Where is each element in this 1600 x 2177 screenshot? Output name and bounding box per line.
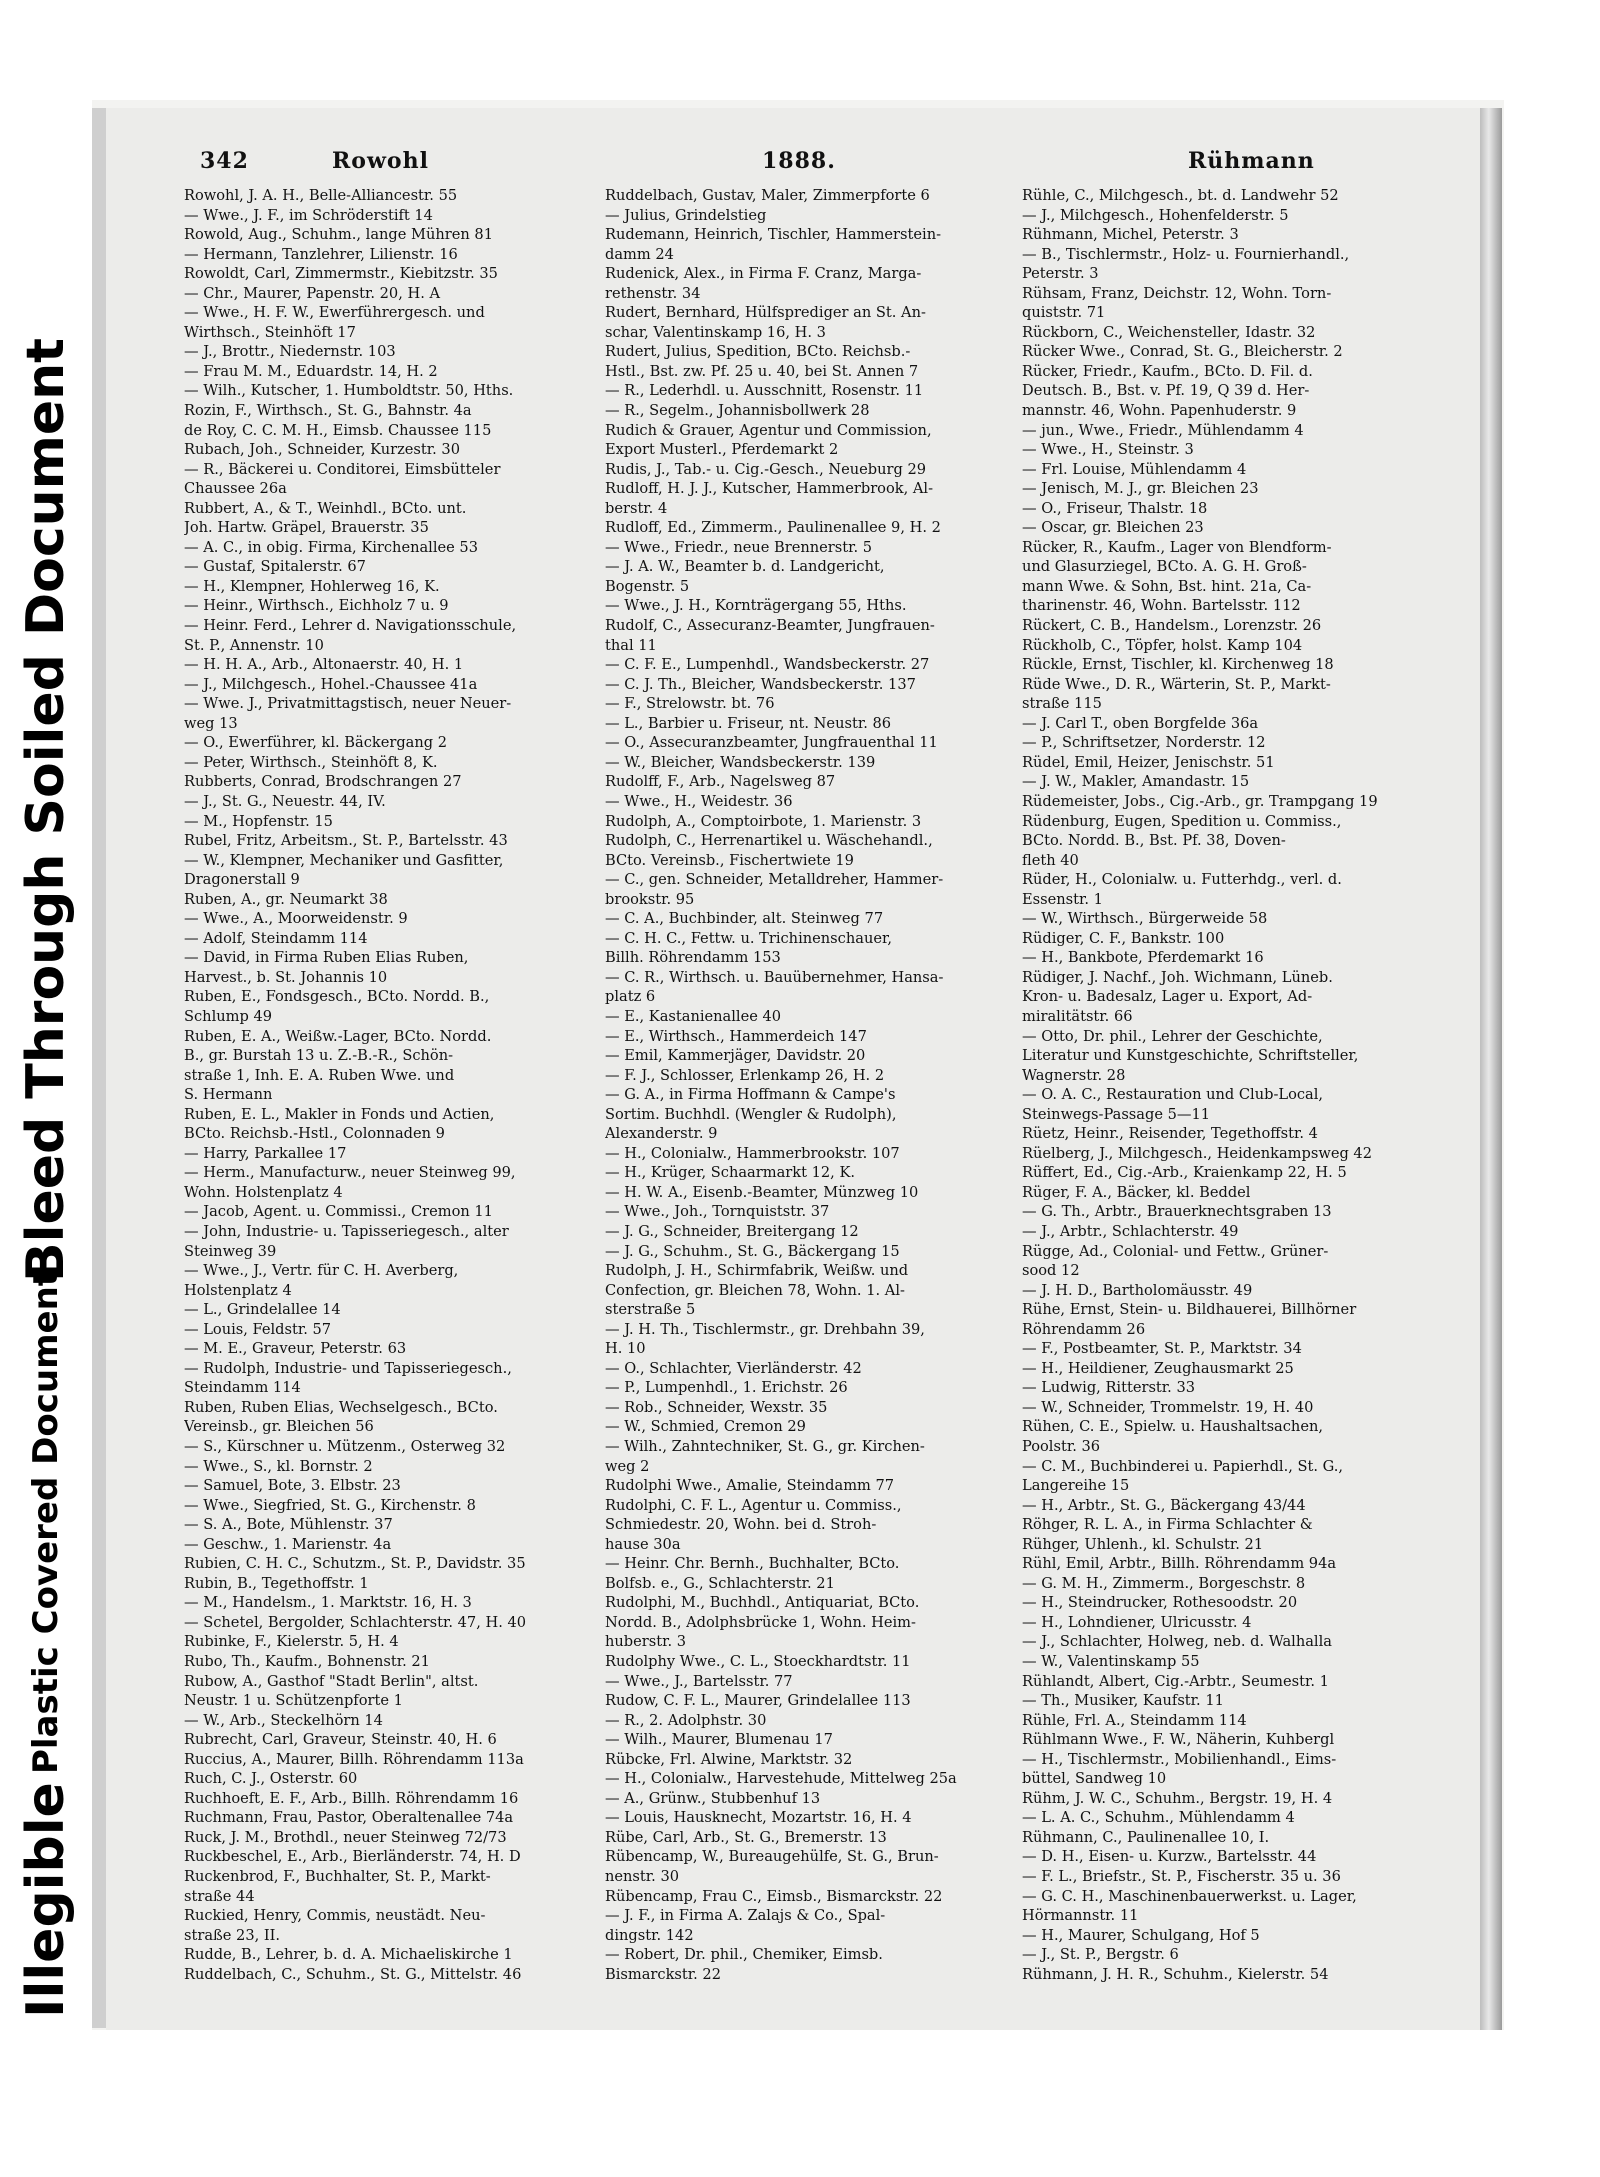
directory-entry-line: Neustr. 1 u. Schützenpforte 1 (184, 1692, 403, 1710)
directory-entry-line: Rozin, F., Wirthsch., St. G., Bahnstr. 4a (184, 402, 472, 420)
directory-entry-line: Sortim. Buchhdl. (Wengler & Rudolph), (605, 1105, 897, 1123)
directory-entry-line: Rudloff, H. J. J., Kutscher, Hammerbrook, Al- (605, 480, 934, 498)
directory-entry-line: — Wwe., S., kl. Bornstr. 2 (184, 1457, 373, 1475)
directory-entry-line: straße 44 (184, 1887, 255, 1905)
directory-entry-line: — H., Klempner, Hohlerweg 16, K. (184, 577, 440, 595)
directory-entry-line: Rühmann, C., Paulinenallee 10, I. (1022, 1828, 1270, 1846)
directory-entry-line: — C. J. Th., Bleicher, Wandsbeckerstr. 137 (605, 675, 916, 693)
directory-entry-line: — W., Bleicher, Wandsbeckerstr. 139 (605, 753, 876, 771)
directory-entry-line: — Adolf, Steindamm 114 (184, 929, 368, 947)
directory-entry-line: — Wwe., J. H., Kornträgergang 55, Hths. (605, 597, 907, 615)
directory-entry-line: — J., Arbtr., Schlachterstr. 49 (1022, 1222, 1239, 1240)
directory-entry-line: Rudolphi Wwe., Amalie, Steindamm 77 (605, 1477, 895, 1495)
directory-entry-line: Rubinke, F., Kielerstr. 5, H. 4 (184, 1633, 399, 1651)
directory-entry-line: platz 6 (605, 988, 656, 1006)
directory-entry-line: — C. A., Buchbinder, alt. Steinweg 77 (605, 910, 884, 928)
directory-entry-line: Harvest., b. St. Johannis 10 (184, 968, 388, 986)
directory-entry-line: — A., Grünw., Stubbenhuf 13 (605, 1789, 821, 1807)
directory-entry-line: — H., Maurer, Schulgang, Hof 5 (1022, 1926, 1260, 1944)
directory-entry-line: Bolfsb. e., G., Schlachterstr. 21 (605, 1574, 835, 1592)
directory-entry-line: Vereinsb., gr. Bleichen 56 (184, 1418, 374, 1436)
directory-column-3 (1022, 186, 1430, 1984)
directory-entry-line: Rühmann, J. H. R., Schuhm., Kielerstr. 54 (1022, 1965, 1329, 1983)
directory-entry-line: — F., Strelowstr. bt. 76 (605, 695, 775, 713)
directory-entry-line: Ruddelbach, Gustav, Maler, Zimmerpforte 6 (605, 187, 930, 204)
directory-entry-line: — J. Carl T., oben Borgfelde 36a (1022, 714, 1259, 732)
directory-entry-line: Rüder, H., Colonialw. u. Futterhdg., verl. d. (1022, 871, 1342, 889)
directory-entry-line: Rühe, Ernst, Stein- u. Bildhauerei, Billhörner (1022, 1301, 1357, 1319)
directory-entry-line: — Wwe., J., Bartelsstr. 77 (605, 1672, 793, 1690)
directory-entry-line: Rüdiger, C. F., Bankstr. 100 (1022, 929, 1225, 947)
directory-entry-line: Ruchhoeft, E. F., Arb., Billh. Röhrendamm 16 (184, 1789, 519, 1807)
directory-entry-line: Rubow, A., Gasthof "Stadt Berlin", altst. (184, 1672, 479, 1690)
directory-entry-line: — R., Bäckerei u. Conditorei, Eimsbütteler (184, 460, 501, 478)
directory-entry-line: Ruben, E. L., Makler in Fonds und Actien, (184, 1105, 495, 1123)
directory-entry-line: Rüger, F. A., Bäcker, kl. Beddel (1022, 1183, 1251, 1201)
directory-entry-line: Steinweg 39 (184, 1242, 277, 1260)
directory-entry-line: Wagnerstr. 28 (1022, 1066, 1126, 1084)
directory-entry-line: — G. M. H., Zimmerm., Borgeschstr. 8 (1022, 1574, 1306, 1592)
directory-entry-line: Ruben, A., gr. Neumarkt 38 (184, 890, 388, 908)
directory-entry-line: — Emil, Kammerjäger, Davidstr. 20 (605, 1047, 866, 1065)
directory-entry-line: Rübcke, Frl. Alwine, Marktstr. 32 (605, 1750, 853, 1768)
directory-entry-line: schar, Valentinskamp 16, H. 3 (605, 323, 826, 341)
directory-entry-line: — David, in Firma Ruben Elias Ruben, (184, 949, 469, 967)
directory-entry-line: Schmiedestr. 20, Wohn. bei d. Stroh- (605, 1516, 877, 1534)
directory-entry-line: — M., Hopfenstr. 15 (184, 812, 333, 830)
directory-entry-line: Rudolph, C., Herrenartikel u. Wäschehandl., (605, 832, 933, 850)
directory-entry-line: — L., Grindelallee 14 (184, 1301, 341, 1319)
directory-entry-line: — Harry, Parkallee 17 (184, 1144, 347, 1162)
directory-entry-line: Deutsch. B., Bst. v. Pf. 19, Q 39 d. Her- (1022, 382, 1310, 400)
directory-entry-line: — Louis, Feldstr. 57 (184, 1320, 332, 1338)
directory-entry-line: Rudolphi, C. F. L., Agentur u. Commiss., (605, 1496, 902, 1514)
directory-entry-line: — H., Krüger, Schaarmarkt 12, K. (605, 1164, 855, 1182)
directory-entry-line: — W., Klempner, Mechaniker und Gasfitter, (184, 851, 504, 869)
directory-entry-line: — Wwe., Siegfried, St. G., Kirchenstr. 8 (184, 1496, 476, 1514)
directory-entry-line: Rühlmann Wwe., F. W., Näherin, Kuhbergl (1022, 1731, 1335, 1749)
directory-entry-line: — Heinr. Chr. Bernh., Buchhalter, BCto. (605, 1555, 900, 1573)
directory-entry-line: Ruckied, Henry, Commis, neustädt. Neu- (184, 1907, 486, 1925)
directory-entry-line: Rückborn, C., Weichensteller, Idastr. 32 (1022, 323, 1316, 341)
directory-entry-line: — J. G., Schuhm., St. G., Bäckergang 15 (605, 1242, 900, 1260)
directory-entry-line: Confection, gr. Bleichen 78, Wohn. 1. Al- (605, 1281, 905, 1299)
directory-entry-line: Rubach, Joh., Schneider, Kurzestr. 30 (184, 441, 460, 459)
directory-entry-line: — J. G., Schneider, Breitergang 12 (605, 1222, 859, 1240)
directory-entry-line: — Ludwig, Ritterstr. 33 (1022, 1379, 1196, 1397)
directory-entry-line: mann Wwe. & Sohn, Bst. hint. 21a, Ca- (1022, 577, 1312, 595)
directory-entry-line: — Gustaf, Spitalerstr. 67 (184, 558, 366, 576)
directory-entry-line: — C. M., Buchbinderei u. Papierhdl., St. G., (1022, 1457, 1344, 1475)
directory-entry-line: Ruckenbrod, F., Buchhalter, St. P., Markt- (184, 1868, 491, 1886)
directory-entry-line: Rübencamp, W., Bureaugehülfe, St. G., Brun- (605, 1848, 939, 1866)
directory-entry-line: Rühsam, Franz, Deichstr. 12, Wohn. Torn- (1022, 284, 1332, 302)
directory-entry-line: — J., St. P., Bergstr. 6 (1022, 1946, 1179, 1964)
directory-entry-line: Rowold, Aug., Schuhm., lange Mühren 81 (184, 226, 494, 244)
directory-entry-line: Rudolph, A., Comptoirbote, 1. Marienstr. 3 (605, 812, 922, 830)
directory-entry-line: — Julius, Grindelstieg (605, 206, 767, 224)
directory-entry-line: Rühen, C. E., Spielw. u. Haushaltsachen, (1022, 1418, 1324, 1436)
directory-entry-line: Rüdenburg, Eugen, Spedition u. Commiss., (1022, 812, 1342, 830)
directory-entry-line: berstr. 4 (605, 499, 668, 517)
directory-entry-line: — O., Ewerführer, kl. Bäckergang 2 (184, 734, 448, 752)
directory-entry-line: weg 2 (605, 1457, 650, 1475)
directory-entry-line: Rudich & Grauer, Agentur und Commission, (605, 421, 932, 439)
directory-entry-line: Rubberts, Conrad, Brodschrangen 27 (184, 773, 462, 791)
directory-entry-line: — F. L., Briefstr., St. P., Fischerstr. 35 u. 36 (1022, 1868, 1341, 1886)
directory-entry-line: — Rudolph, Industrie- und Tapisseriegesch., (184, 1359, 512, 1377)
directory-entry-line: — R., 2. Adolphstr. 30 (605, 1711, 767, 1729)
directory-entry-line: Chaussee 26a (184, 480, 287, 498)
directory-entry-line: mannstr. 46, Wohn. Papenhuderstr. 9 (1022, 402, 1297, 420)
label-bleed-through-soiled: Bleed Through Soiled Document (16, 337, 76, 1283)
directory-entry-line: — P., Schriftsetzer, Norderstr. 12 (1022, 734, 1266, 752)
directory-entry-line: — Heinr., Wirthsch., Eichholz 7 u. 9 (184, 597, 449, 615)
directory-entry-line: — J., Milchgesch., Hohel.-Chaussee 41a (184, 675, 478, 693)
label-illegible: Illegible (16, 1782, 76, 2018)
directory-entry-line: — F. J., Schlosser, Erlenkamp 26, H. 2 (605, 1066, 885, 1084)
directory-entry-line: Hörmannstr. 11 (1022, 1907, 1139, 1925)
directory-entry-line: — Louis, Hausknecht, Mozartstr. 16, H. 4 (605, 1809, 912, 1827)
directory-entry-line: — Chr., Maurer, Papenstr. 20, H. A (184, 284, 441, 302)
directory-entry-line: — P., Lumpenhdl., 1. Erichstr. 26 (605, 1379, 848, 1397)
directory-entry-line: Ruccius, A., Maurer, Billh. Röhrendamm 113a (184, 1750, 524, 1768)
directory-entry-line: — C. R., Wirthsch. u. Bauübernehmer, Hansa- (605, 968, 944, 986)
directory-entry-line: — Otto, Dr. phil., Lehrer der Geschichte, (1022, 1027, 1323, 1045)
directory-entry-line: Kron- u. Badesalz, Lager u. Export, Ad- (1022, 988, 1313, 1006)
directory-entry-line: — Wwe., H., Steinstr. 3 (1022, 441, 1194, 459)
directory-entry-line: Rüdemeister, Jobs., Cig.-Arb., gr. Trampgang 19 (1022, 792, 1378, 810)
directory-entry-line: — John, Industrie- u. Tapisseriegesch., alter (184, 1222, 509, 1240)
directory-entry-line: — J. H. D., Bartholomäusstr. 49 (1022, 1281, 1253, 1299)
directory-entry-line: Rüde Wwe., D. R., Wärterin, St. P., Markt- (1022, 675, 1331, 693)
directory-entry-line: — Wwe., Friedr., neue Brennerstr. 5 (605, 538, 873, 556)
directory-entry-line: Rudolphi, M., Buchhdl., Antiquariat, BCto. (605, 1594, 920, 1612)
directory-entry-line: — Hermann, Tanzlehrer, Lilienstr. 16 (184, 245, 458, 263)
directory-entry-line: — J., Milchgesch., Hohenfelderstr. 5 (1022, 206, 1289, 224)
page-header (200, 148, 1340, 180)
directory-entry-line: — H., Tischlermstr., Mobilienhandl., Eims- (1022, 1750, 1337, 1768)
directory-entry-line: Röhger, R. L. A., in Firma Schlachter & (1022, 1516, 1313, 1534)
directory-entry-line: — W., Schmied, Cremon 29 (605, 1418, 806, 1436)
directory-entry-line: Joh. Hartw. Gräpel, Brauerstr. 35 (184, 519, 429, 537)
directory-entry-line: brookstr. 95 (605, 890, 695, 908)
directory-entry-line: Rudolff, F., Arb., Nagelsweg 87 (605, 773, 836, 791)
directory-entry-line: — Frl. Louise, Mühlendamm 4 (1022, 460, 1247, 478)
directory-entry-line: Rückert, C. B., Handelsm., Lorenzstr. 26 (1022, 617, 1322, 635)
directory-entry-line: Ruchmann, Frau, Pastor, Oberaltenallee 74a (184, 1809, 514, 1827)
directory-entry-line: — J., St. G., Neuestr. 44, IV. (184, 792, 386, 810)
directory-entry-line: — J. F., in Firma A. Zalajs & Co., Spal- (605, 1907, 886, 1925)
directory-entry-line: — Schetel, Bergolder, Schlachterstr. 47, H. 40 (184, 1613, 527, 1631)
directory-entry-line: H. 10 (605, 1340, 646, 1358)
directory-entry-line: nenstr. 30 (605, 1868, 680, 1886)
directory-entry-line: Rückholb, C., Töpfer, holst. Kamp 104 (1022, 636, 1303, 654)
directory-entry-line: — Wwe. J., Privatmittagstisch, neuer Neuer- (184, 695, 512, 713)
directory-entry-line: — O., Friseur, Thalstr. 18 (1022, 499, 1208, 517)
directory-entry-line: — H. H. A., Arb., Altonaerstr. 40, H. 1 (184, 656, 464, 674)
directory-entry-line: — Wwe., J., Vertr. für C. H. Averberg, (184, 1262, 459, 1280)
directory-entry-line: — Wwe., J. F., im Schröderstift 14 (184, 206, 433, 224)
directory-entry-line: Rowohl, J. A. H., Belle-Alliancestr. 55 (184, 187, 458, 204)
directory-entry-line: B., gr. Burstah 13 u. Z.-B.-R., Schön- (184, 1047, 454, 1065)
directory-entry-line: Ruch, C. J., Osterstr. 60 (184, 1770, 358, 1788)
directory-entry-line: Hstl., Bst. zw. Pf. 25 u. 40, bei St. Annen 7 (605, 362, 919, 380)
directory-entry-line: miralitätstr. 66 (1022, 1007, 1133, 1025)
directory-entry-line: — C. F. E., Lumpenhdl., Wandsbeckerstr. 27 (605, 656, 930, 674)
directory-entry-line: sood 12 (1022, 1262, 1080, 1280)
directory-entry-line: — H., Bankbote, Pferdemarkt 16 (1022, 949, 1264, 967)
directory-entry-line: — J., Schlachter, Holweg, neb. d. Walhalla (1022, 1633, 1332, 1651)
directory-entry-line: Billh. Röhrendamm 153 (605, 949, 781, 967)
directory-entry-line: Rügge, Ad., Colonial- und Fettw., Grüner- (1022, 1242, 1329, 1260)
directory-entry-line: Rudloff, Ed., Zimmerm., Paulinenallee 9, H. 2 (605, 519, 941, 537)
label-plastic-covered: Plastic Covered Document (26, 1269, 66, 1775)
directory-entry-line: — Wwe., H., Weidestr. 36 (605, 792, 793, 810)
directory-entry-line: tharinenstr. 46, Wohn. Bartelsstr. 112 (1022, 597, 1301, 615)
header-year: 1888. (762, 148, 836, 174)
directory-entry-line: Peterstr. 3 (1022, 265, 1099, 283)
sidebar-label-strip (0, 0, 92, 2177)
directory-entry-line: Dragonerstall 9 (184, 871, 300, 889)
directory-entry-line: Rühle, Frl. A., Steindamm 114 (1022, 1711, 1247, 1729)
directory-entry-line: fleth 40 (1022, 851, 1079, 869)
directory-entry-line: Poolstr. 36 (1022, 1438, 1101, 1455)
directory-entry-line: Wohn. Holstenplatz 4 (184, 1183, 343, 1201)
directory-entry-line: Ruck, J. M., Brothdl., neuer Steinweg 72/73 (184, 1828, 507, 1846)
directory-entry-line: — Wilh., Kutscher, 1. Humboldtstr. 50, Hths. (184, 382, 514, 400)
directory-entry-line: — B., Tischlermstr., Holz- u. Fournierhandl., (1022, 245, 1350, 263)
directory-entry-line: sterstraße 5 (605, 1301, 696, 1319)
directory-entry-line: — Wilh., Maurer, Blumenau 17 (605, 1731, 833, 1749)
directory-entry-line: — J. W., Makler, Amandastr. 15 (1022, 773, 1250, 791)
directory-entry-line: Rubrecht, Carl, Graveur, Steinstr. 40, H. 6 (184, 1731, 497, 1749)
directory-entry-line: Rudolf, C., Assecuranz-Beamter, Jungfrauen- (605, 617, 935, 635)
directory-entry-line: Alexanderstr. 9 (605, 1125, 718, 1143)
directory-entry-line: — O. A. C., Restauration und Club-Local, (1022, 1086, 1324, 1104)
directory-entry-line: — Oscar, gr. Bleichen 23 (1022, 519, 1204, 537)
directory-entry-line: Export Musterl., Pferdemarkt 2 (605, 441, 839, 459)
directory-entry-line: Ruben, Ruben Elias, Wechselgesch., BCto. (184, 1398, 498, 1416)
directory-entry-line: straße 115 (1022, 695, 1102, 713)
directory-entry-line: Rübe, Carl, Arb., St. G., Bremerstr. 13 (605, 1828, 887, 1846)
directory-entry-line: BCto. Nordd. B., Bst. Pf. 38, Doven- (1022, 832, 1286, 850)
directory-entry-line: Langereihe 15 (1022, 1477, 1130, 1495)
directory-entry-line: rethenstr. 34 (605, 284, 701, 302)
directory-entry-line: Rubo, Th., Kaufm., Bohnenstr. 21 (184, 1653, 430, 1671)
directory-entry-line: Rudemann, Heinrich, Tischler, Hammerstein- (605, 226, 942, 244)
directory-entry-line: — W., Wirthsch., Bürgerweide 58 (1022, 910, 1268, 928)
directory-entry-line: — R., Lederhdl. u. Ausschnitt, Rosenstr. 11 (605, 382, 924, 400)
directory-entry-line: — G. Th., Arbtr., Brauerknechtsgraben 13 (1022, 1203, 1332, 1221)
directory-entry-line: Rübencamp, Frau C., Eimsb., Bismarckstr. 22 (605, 1887, 943, 1905)
directory-entry-line: — G. C. H., Maschinenbauerwerkst. u. Lager, (1022, 1887, 1357, 1905)
directory-entry-line: — W., Valentinskamp 55 (1022, 1653, 1200, 1671)
directory-entry-line: straße 23, II. (184, 1926, 281, 1944)
directory-entry-line: straße 1, Inh. E. A. Ruben Wwe. und (184, 1066, 455, 1084)
directory-entry-line: Rühger, Uhlenh., kl. Schulstr. 21 (1022, 1535, 1264, 1553)
directory-entry-line: dingstr. 142 (605, 1926, 694, 1944)
directory-entry-line: — S., Kürschner u. Mützenm., Osterweg 32 (184, 1438, 506, 1455)
directory-entry-line: — O., Schlachter, Vierländerstr. 42 (605, 1359, 862, 1377)
directory-entry-line: — Jacob, Agent. u. Commissi., Cremon 11 (184, 1203, 493, 1221)
directory-entry-line: Rühle, C., Milchgesch., bt. d. Landwehr 52 (1022, 187, 1339, 204)
directory-entry-line: — Peter, Wirthsch., Steinhöft 8, K. (184, 753, 438, 771)
directory-entry-line: Rüdel, Emil, Heizer, Jenischstr. 51 (1022, 753, 1275, 771)
directory-entry-line: Rubel, Fritz, Arbeitsm., St. P., Bartelsstr. 43 (184, 832, 508, 850)
directory-entry-line: — G. A., in Firma Hoffmann & Campe's (605, 1086, 896, 1104)
directory-entry-line: — C. H. C., Fettw. u. Trichinenschauer, (605, 929, 892, 947)
directory-entry-line: Rudolph, J. H., Schirmfabrik, Weißw. und (605, 1262, 909, 1280)
directory-entry-line: Rühlandt, Albert, Cig.-Arbtr., Seumestr. 1 (1022, 1672, 1329, 1690)
page-binding-shadow (92, 108, 106, 2028)
directory-entry-line: Essenstr. 1 (1022, 890, 1103, 908)
directory-entry-line: Rubien, C. H. C., Schutzm., St. P., Davidstr. 35 (184, 1555, 526, 1573)
directory-entry-line: Rüelberg, J., Milchgesch., Heidenkampsweg 42 (1022, 1144, 1373, 1162)
directory-entry-line: — H., Arbtr., St. G., Bäckergang 43/44 (1022, 1496, 1306, 1514)
directory-entry-line: Rüetz, Heinr., Reisender, Tegethoffstr. 4 (1022, 1125, 1318, 1143)
directory-entry-line: Rühm, J. W. C., Schuhm., Bergstr. 19, H. 4 (1022, 1789, 1333, 1807)
directory-entry-line: — J. A. W., Beamter b. d. Landgericht, (605, 558, 885, 576)
directory-entry-line: Rüffert, Ed., Cig.-Arb., Kraienkamp 22, H. 5 (1022, 1164, 1347, 1182)
directory-entry-line: — Samuel, Bote, 3. Elbstr. 23 (184, 1477, 401, 1495)
directory-entry-line: Rudenick, Alex., in Firma F. Cranz, Marga- (605, 265, 922, 283)
directory-entry-line: Rudis, J., Tab.- u. Cig.-Gesch., Neueburg 29 (605, 460, 927, 478)
directory-column-2 (605, 186, 1013, 1984)
directory-entry-line: — S. A., Bote, Mühlenstr. 37 (184, 1516, 393, 1534)
directory-entry-line: — Robert, Dr. phil., Chemiker, Eimsb. (605, 1946, 883, 1964)
directory-entry-line: — E., Kastanienallee 40 (605, 1007, 782, 1025)
directory-entry-line: — Heinr. Ferd., Lehrer d. Navigationsschule, (184, 617, 517, 635)
directory-entry-line: quiststr. 71 (1022, 304, 1106, 322)
directory-entry-line: Rühmann, Michel, Peterstr. 3 (1022, 226, 1239, 244)
directory-entry-line: Röhrendamm 26 (1022, 1320, 1146, 1338)
directory-entry-line: — J. H. Th., Tischlermstr., gr. Drehbahn 39, (605, 1320, 925, 1338)
directory-entry-line: — H., Colonialw., Hammerbrookstr. 107 (605, 1144, 900, 1162)
directory-entry-line: — H., Heildiener, Zeughausmarkt 25 (1022, 1359, 1294, 1377)
directory-entry-line: Rudolphy Wwe., C. L., Stoeckhardtstr. 11 (605, 1653, 911, 1671)
directory-entry-line: de Roy, C. C. M. H., Eimsb. Chaussee 115 (184, 421, 492, 439)
directory-entry-line: Rüdiger, J. Nachf., Joh. Wichmann, Lüneb. (1022, 968, 1333, 986)
directory-entry-line: — Geschw., 1. Marienstr. 4a (184, 1535, 392, 1553)
directory-entry-line: St. P., Annenstr. 10 (184, 636, 324, 654)
directory-entry-line: Literatur und Kunstgeschichte, Schriftsteller, (1022, 1047, 1359, 1065)
directory-entry-line: Rühl, Emil, Arbtr., Billh. Röhrendamm 94a (1022, 1555, 1337, 1573)
directory-entry-line: — Wwe., Joh., Tornquiststr. 37 (605, 1203, 830, 1221)
directory-entry-line: — R., Segelm., Johannisbollwerk 28 (605, 402, 870, 420)
directory-entry-line: Schlump 49 (184, 1007, 273, 1025)
header-right-word: Rühmann (1188, 148, 1315, 174)
directory-entry-line: — H. W. A., Eisenb.-Beamter, Münzweg 10 (605, 1183, 919, 1201)
directory-entry-line: Rückle, Ernst, Tischler, kl. Kirchenweg 18 (1022, 656, 1334, 674)
directory-entry-line: — Jenisch, M. J., gr. Bleichen 23 (1022, 480, 1259, 498)
page-edge (1480, 108, 1502, 2030)
directory-entry-line: — jun., Wwe., Friedr., Mühlendamm 4 (1022, 421, 1304, 439)
directory-entry-line: Ruddelbach, C., Schuhm., St. G., Mittelstr. 46 (184, 1965, 522, 1983)
directory-entry-line: BCto. Reichsb.-Hstl., Colonnaden 9 (184, 1125, 445, 1143)
directory-entry-line: — Rob., Schneider, Wexstr. 35 (605, 1398, 828, 1416)
directory-column-1 (184, 186, 592, 1984)
directory-entry-line: — H., Colonialw., Harvestehude, Mittelweg 25a (605, 1770, 957, 1788)
directory-entry-line: — M., Handelsm., 1. Marktstr. 16, H. 3 (184, 1594, 472, 1612)
directory-entry-line: und Glasurziegel, BCto. A. G. H. Groß- (1022, 558, 1307, 576)
directory-entry-line: damm 24 (605, 245, 674, 263)
directory-entry-line: — H., Steindrucker, Rothesoodstr. 20 (1022, 1594, 1298, 1612)
directory-entry-line: — E., Wirthsch., Hammerdeich 147 (605, 1027, 867, 1045)
directory-entry-line: — J., Brottr., Niedernstr. 103 (184, 343, 396, 361)
directory-entry-line: — Frau M. M., Eduardstr. 14, H. 2 (184, 362, 438, 380)
directory-entry-line: büttel, Sandweg 10 (1022, 1770, 1167, 1788)
directory-entry-line: — Th., Musiker, Kaufstr. 11 (1022, 1692, 1224, 1710)
directory-entry-line: Nordd. B., Adolphsbrücke 1, Wohn. Heim- (605, 1613, 916, 1631)
directory-entry-line: — W., Schneider, Trommelstr. 19, H. 40 (1022, 1398, 1314, 1416)
directory-entry-line: Rücker Wwe., Conrad, St. G., Bleicherstr. 2 (1022, 343, 1343, 361)
directory-entry-line: Ruben, E. A., Weißw.-Lager, BCto. Nordd. (184, 1027, 492, 1045)
directory-entry-line: — C., gen. Schneider, Metalldreher, Hammer- (605, 871, 944, 889)
directory-entry-line: — W., Arb., Steckelhörn 14 (184, 1711, 383, 1729)
directory-entry-line: Rudde, B., Lehrer, b. d. A. Michaeliskirche 1 (184, 1946, 513, 1964)
directory-entry-line: — L., Barbier u. Friseur, nt. Neustr. 86 (605, 714, 892, 732)
directory-entry-line: BCto. Vereinsb., Fischertwiete 19 (605, 851, 854, 869)
directory-entry-line: Bismarckstr. 22 (605, 1965, 721, 1983)
directory-entry-line: Rücker, R., Kaufm., Lager von Blendform- (1022, 538, 1332, 556)
directory-entry-line: Ruckbeschel, E., Arb., Bierländerstr. 74, H. D (184, 1848, 521, 1866)
directory-entry-line: — A. C., in obig. Firma, Kirchenallee 53 (184, 538, 478, 556)
directory-entry-line: — F., Postbeamter, St. P., Marktstr. 34 (1022, 1340, 1302, 1358)
directory-entry-line: Rücker, Friedr., Kaufm., BCto. D. Fil. d. (1022, 362, 1313, 380)
directory-entry-line: — Wwe., H. F. W., Ewerführergesch. und (184, 304, 485, 322)
directory-entry-line: — D. H., Eisen- u. Kurzw., Bartelsstr. 44 (1022, 1848, 1317, 1866)
header-left-word: Rowohl (332, 148, 429, 174)
directory-entry-line: Rubin, B., Tegethoffstr. 1 (184, 1574, 369, 1592)
directory-entry-line: S. Hermann (184, 1086, 273, 1104)
directory-entry-line: Steinwegs-Passage 5—11 (1022, 1105, 1211, 1123)
directory-entry-line: Holstenplatz 4 (184, 1281, 292, 1299)
directory-entry-line: Rubbert, A., & T., Weinhdl., BCto. unt. (184, 499, 467, 517)
directory-entry-line: thal 11 (605, 636, 657, 654)
directory-entry-line: — H., Lohndiener, Ulricusstr. 4 (1022, 1613, 1252, 1631)
directory-entry-line: Bogenstr. 5 (605, 577, 690, 595)
directory-entry-line: — Wwe., A., Moorweidenstr. 9 (184, 910, 408, 928)
directory-entry-line: Steindamm 114 (184, 1379, 301, 1397)
directory-entry-line: huberstr. 3 (605, 1633, 687, 1651)
directory-entry-line: — Herm., Manufacturw., neuer Steinweg 99, (184, 1164, 516, 1182)
directory-entry-line: Rudow, C. F. L., Maurer, Grindelallee 113 (605, 1692, 911, 1710)
directory-entry-line: Rudert, Julius, Spedition, BCto. Reichsb.- (605, 343, 911, 361)
directory-entry-line: hause 30a (605, 1535, 681, 1553)
directory-entry-line: — M. E., Graveur, Peterstr. 63 (184, 1340, 407, 1358)
directory-entry-line: weg 13 (184, 714, 238, 732)
directory-entry-line: — Wilh., Zahntechniker, St. G., gr. Kirchen- (605, 1438, 925, 1455)
directory-entry-line: Ruben, E., Fondsgesch., BCto. Nordd. B., (184, 988, 490, 1006)
directory-entry-line: Wirthsch., Steinhöft 17 (184, 323, 356, 341)
page-number: 342 (200, 148, 249, 174)
directory-entry-line: — L. A. C., Schuhm., Mühlendamm 4 (1022, 1809, 1295, 1827)
directory-entry-line: — O., Assecuranzbeamter, Jungfrauenthal 11 (605, 734, 938, 752)
directory-entry-line: Rudert, Bernhard, Hülfsprediger an St. An- (605, 304, 926, 322)
directory-entry-line: Rowoldt, Carl, Zimmermstr., Kiebitzstr. 35 (184, 265, 498, 283)
